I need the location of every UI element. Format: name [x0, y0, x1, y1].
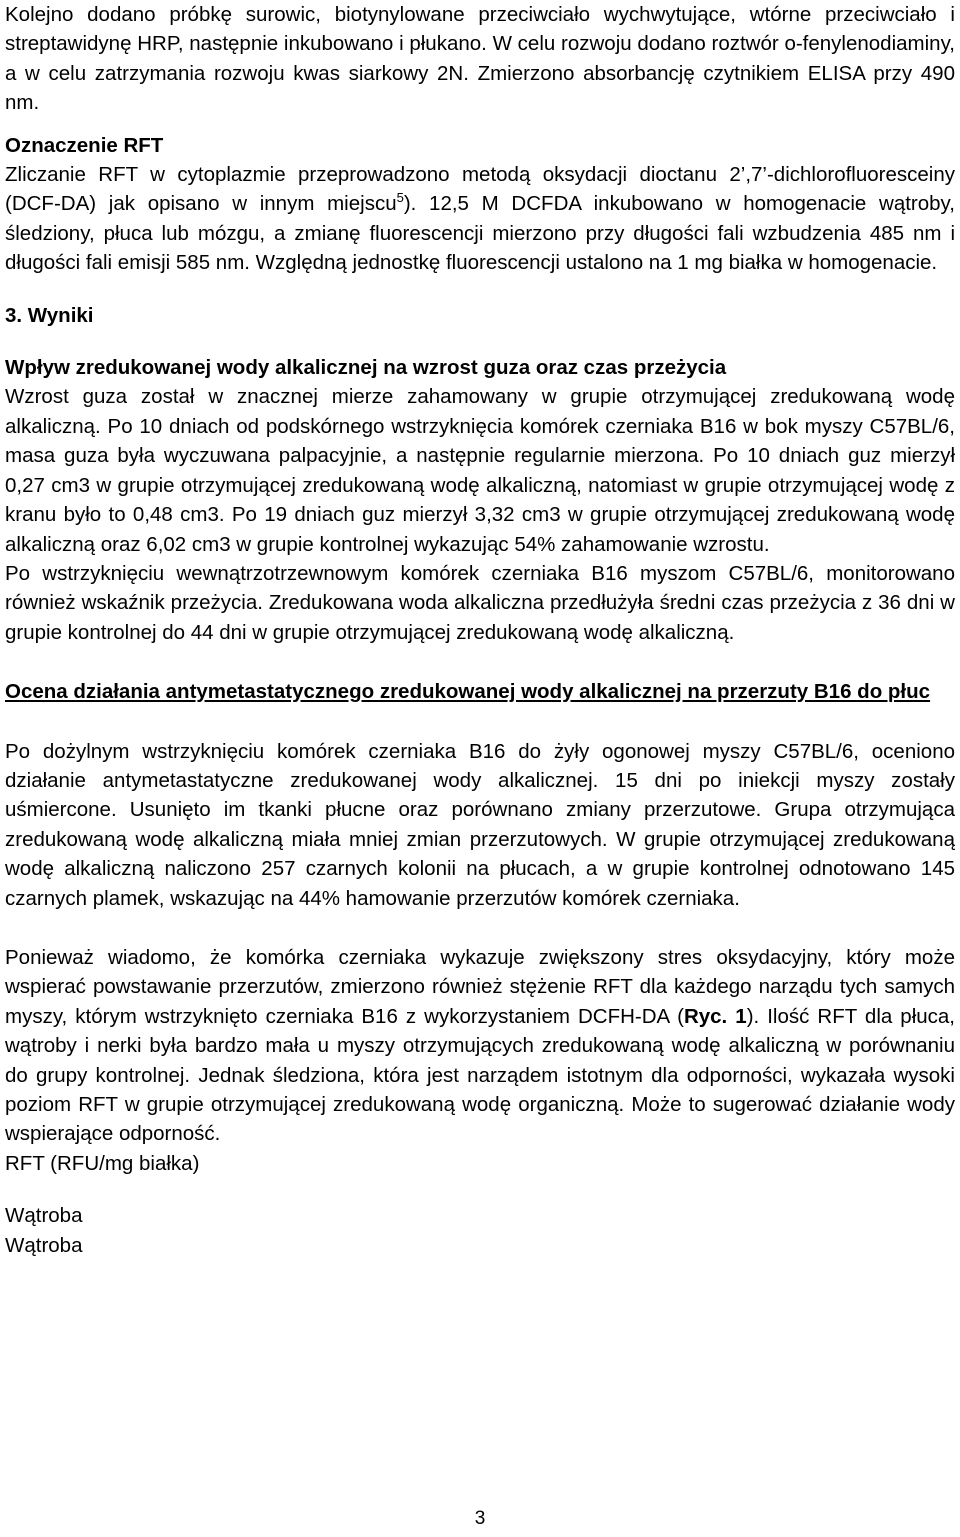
- rft-heading: Oznaczenie RFT: [5, 133, 164, 157]
- metastasis-paragraph-2: [5, 943, 955, 1149]
- metastasis-heading: Ocena działania antymetastatycznego zredukowanej wody alkalicznej na przerzuty B16 do płuc: [5, 680, 931, 704]
- results-paragraph-2: Po wstrzyknięciu wewnątrzotrzewnowym komórek czerniaka B16 myszom C57BL/6, monitorowano również wskaźnik przeżycia. Zredukowana woda alkaliczna przedłużyła średni czas przeżycia z 36 dni w grupie kontrolnej do 44 dni w grupie otrzymującej zredukowaną wodę alkaliczną.: [5, 561, 955, 644]
- intro-paragraph: Kolejno dodano próbkę surowic, biotynylowane przeciwciało wychwytujące, wtórne przeciwciało i streptawidynę HRP, następnie inkubowano i płukano. W celu rozwoju dodano roztwór o-fenylenodiaminy, a w celu zatrzymania rozwoju kwas siarkowy 2N. Zmierzono absorbancję czytnikiem ELISA przy 490 nm.: [5, 3, 955, 115]
- rft-text-after: ). 12,5 M DCFDA inkubowano w homogenacie wątroby, śledziony, płuca lub mózgu, a zmianę fluorescencji mierzono przy długości fali wzbudzenia 485 nm i długości fali emisji 585 nm. Względną jednostkę fluorescencji ustalono na 1 mg białka w homogenacie.: [5, 192, 955, 275]
- rft-text-before: Zliczanie RFT w cytoplazmie przeprowadzono metodą oksydacji dioctanu 2’,7’-dichlorofluoresceiny (DCF-DA) jak opisano w innym miejscu: [5, 163, 955, 216]
- page-number: 3: [474, 1508, 486, 1529]
- results-paragraph-1: Wzrost guza został w znacznej mierze zahamowany w grupie otrzymującej zredukowaną wodę alkaliczną. Po 10 dniach od podskórnego wstrzyknięcia komórek czerniaka B16 w bok myszy C57BL/6, masa guza była wyczuwana palpacyjnie, a następnie regularnie mierzona. Po 10 dniach guz mierzył 0,27 cm3 w grupie otrzymującej zredukowaną wodę alkaliczną, natomiast w grupie otrzymującej wodę z kranu było to 0,48 cm3. Po 19 dniach guz mierzył 3,32 cm3 w grupie otrzymującej zredukowaną wodę alkaliczną oraz 6,02 cm3 w grupie kontrolnej wykazując 54% zahamowanie wzrostu.: [5, 385, 955, 556]
- metastasis-text-after: ). Ilość RFT dla płuca, wątroby i nerki była bardzo mała u myszy otrzymujących zredukowaną wodę alkaliczną w porównaniu do grupy kontrolnej. Jednak śledziona, która jest narządem istotnym dla odporności, wykazała wysoki poziom RFT w grupie otrzymującej zredukowaną wodę organiczną. Może to sugerować działanie wody wspierające odporność.: [5, 1004, 955, 1146]
- figure-reference: Ryc. 1: [683, 1004, 747, 1028]
- results-subheading: Wpływ zredukowanej wody alkalicznej na wzrost guza oraz czas przeżycia: [5, 356, 727, 380]
- figure-label-2: Wątroba: [5, 1233, 83, 1257]
- rft-paragraph: [5, 160, 955, 278]
- metastasis-paragraph-1: Po dożylnym wstrzyknięciu komórek czerniaka B16 do żyły ogonowej myszy C57BL/6, oceniono działanie antymetastatyczne zredukowanej wody alkalicznej. 15 dni po iniekcji myszy zostały uśmiercone. Usunięto im tkanki płucne oraz porównano zmiany przerzutowe. Grupa otrzymująca zredukowaną wodę alkaliczną miała mniej zmian przerzutowych. W grupie otrzymującej zredukowaną wodę alkaliczną naliczono 257 czarnych kolonii na płucach, a w grupie kontrolnej odnotowano 145 czarnych plamek, wskazując na 44% hamowanie przerzutów komórek czerniaka.: [5, 739, 955, 910]
- metastasis-text-before: Ponieważ wiadomo, że komórka czerniaka wykazuje zwiększony stres oksydacyjny, który może wspierać powstawanie przerzutów, zmierzono również stężenie RFT dla każdego narządu tych samych myszy, którym wstrzyknięto czerniaka B16 z wykorzystaniem DCFH-DA (: [5, 945, 955, 1028]
- rft-citation: 5: [396, 190, 404, 206]
- figure-axis-label: RFT (RFU/mg białka): [5, 1151, 200, 1175]
- results-heading: 3. Wyniki: [5, 303, 94, 327]
- figure-label-1: Wątroba: [5, 1204, 83, 1228]
- document-page: [5, 0, 955, 1260]
